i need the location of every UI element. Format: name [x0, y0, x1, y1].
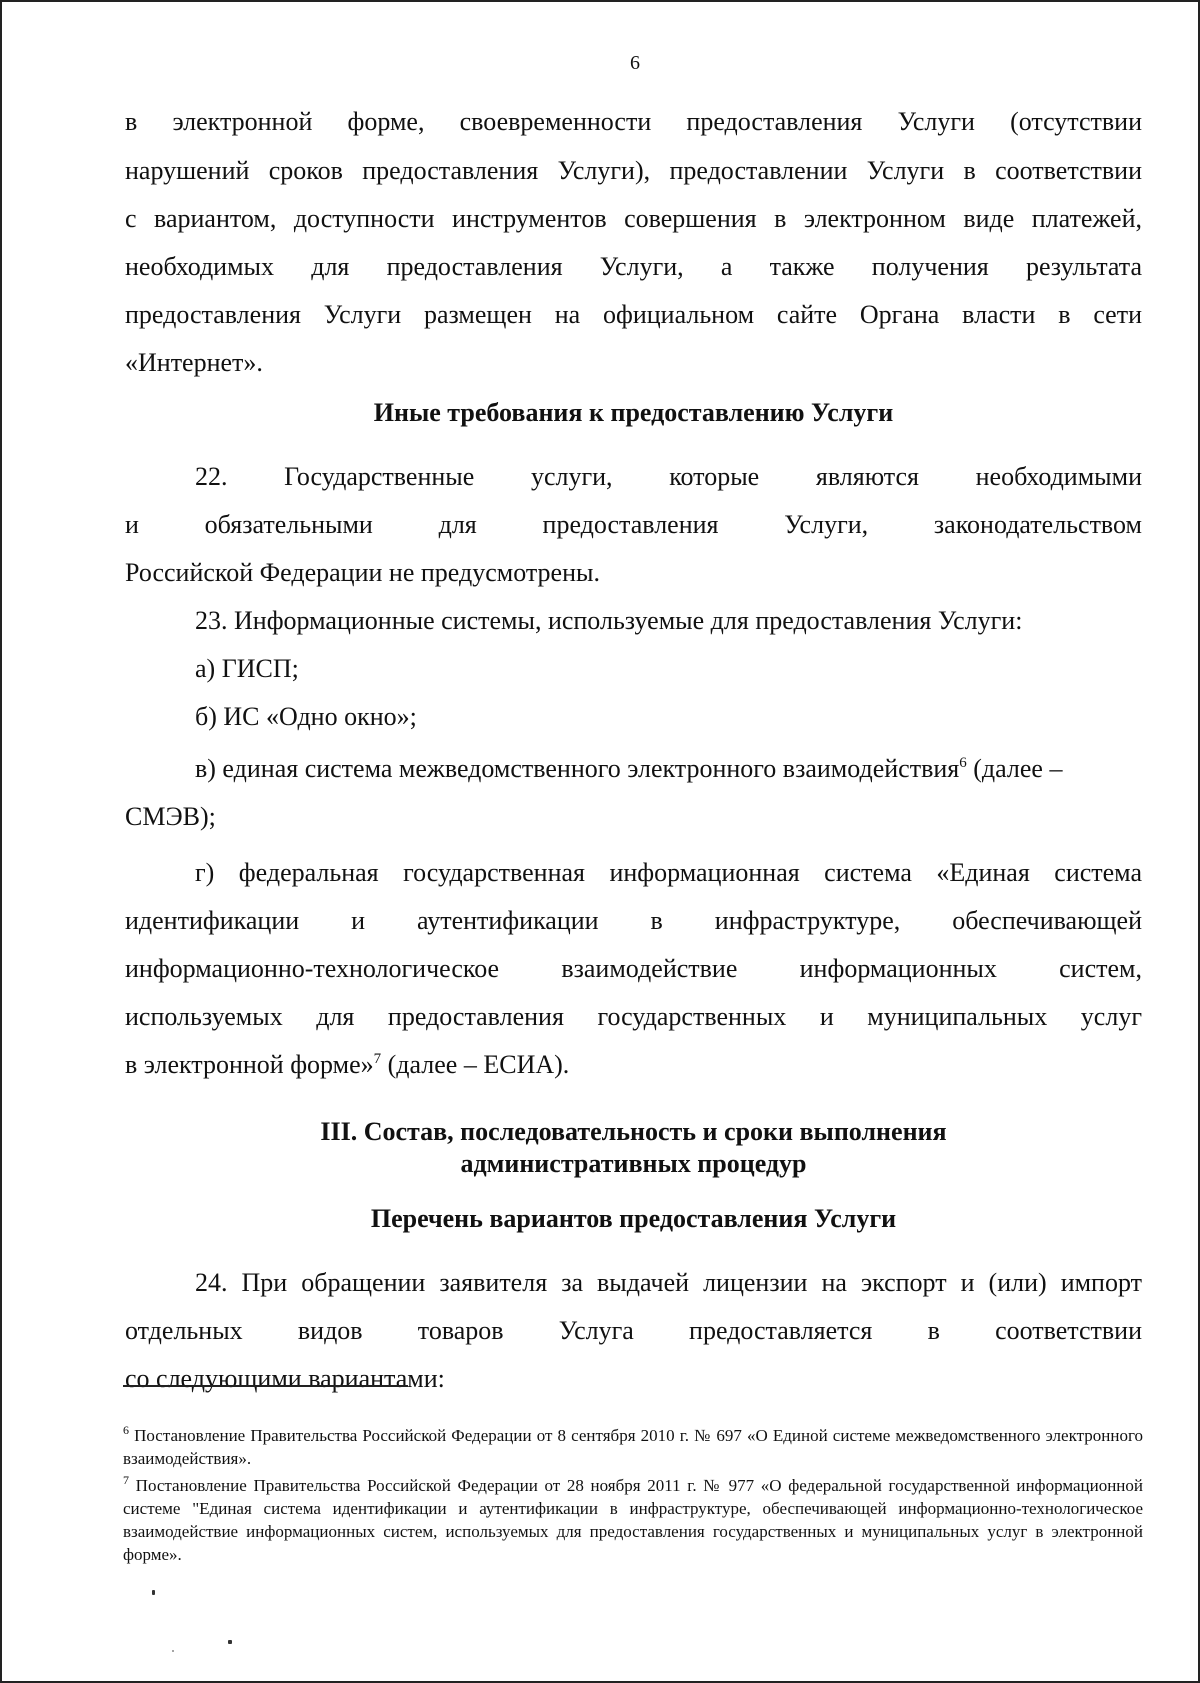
paragraph-23: 23. Информационные системы, используемые для предоставления Услуги: — [195, 606, 1023, 635]
list-item-g-tail: (далее – ЕСИА). — [381, 1050, 570, 1079]
scan-speck — [152, 1590, 155, 1595]
intro-line-6: «Интернет». — [125, 348, 263, 377]
list-item-g-text: в электронной форме» — [125, 1050, 374, 1079]
intro-line-4: необходимых для предоставления Услуги, а также получения результата — [125, 252, 1142, 281]
intro-line-3: с вариантом, доступности инструментов совершения в электронном виде платежей, — [125, 204, 1142, 233]
paragraph-24-line-2: отдельных видов товаров Услуга предоставляется в соответствии — [125, 1316, 1142, 1345]
list-item-v-line-1 — [195, 744, 1062, 793]
subheading-service-variants: Перечень вариантов предоставления Услуги — [370, 1204, 897, 1233]
footnote-7-text: Постановление Правительства Российской Федерации от 28 ноября 2011 г. № 977 «О федеральной государственной информационной системе "Единая система идентификации и аутентификации в инфраструктуре, обеспечивающей информационно-технологическое взаимодействие информационных систем, используемых для предоставления государственных и муниципальных услуг в электронной форме». — [123, 1476, 1143, 1564]
list-item-g-line-3: информационно-технологическое взаимодействие информационных систем, — [125, 954, 1142, 983]
paragraph-24-line-3: со следующими вариантами: — [125, 1364, 445, 1393]
intro-line-1: в электронной форме, своевременности предоставления Услуги (отсутствии — [125, 107, 1142, 136]
footnote-7-number: 7 — [123, 1473, 129, 1487]
list-item-b: б) ИС «Одно окно»; — [195, 702, 417, 731]
list-item-g-line-2: идентификации и аутентификации в инфраструктуре, обеспечивающей — [125, 906, 1142, 935]
paragraph-22-line-3: Российской Федерации не предусмотрены. — [125, 558, 600, 587]
list-item-v-line-2: СМЭВ); — [125, 802, 216, 831]
footnote-ref-6[interactable]: 6 — [959, 755, 967, 771]
paragraph-22-line-1: 22. Государственные услуги, которые являются необходимыми — [195, 462, 1142, 491]
scan-speck — [228, 1640, 232, 1644]
list-item-v-text: в) единая система межведомственного электронного взаимодействия — [195, 754, 960, 783]
paragraph-22-line-2: и обязательными для предоставления Услуги, законодательством — [125, 510, 1142, 539]
footnote-ref-7[interactable]: 7 — [373, 1051, 382, 1067]
list-item-v-tail: (далее – — [966, 754, 1063, 783]
list-item-g-line-5 — [125, 1040, 1142, 1089]
scan-speck — [172, 1650, 174, 1652]
footnote-7 — [123, 1474, 1143, 1566]
list-item-g-line-1: г) федеральная государственная информационная система «Единая система — [195, 858, 1142, 887]
intro-line-5: предоставления Услуги размещен на официальном сайте Органа власти в сети — [125, 300, 1142, 329]
intro-line-2: нарушений сроков предоставления Услуги), предоставлении Услуги в соответствии — [125, 156, 1142, 185]
paragraph-24-line-1: 24. При обращении заявителя за выдачей лицензии на экспорт и (или) импорт — [195, 1268, 1142, 1297]
footnote-6-text: Постановление Правительства Российской Федерации от 8 сентября 2010 г. № 697 «О Единой системе межведомственного электронного взаимодействия». — [123, 1426, 1143, 1468]
page-number: 6 — [630, 52, 640, 74]
section-heading-other-requirements: Иные требования к предоставлению Услуги — [373, 398, 894, 427]
footnote-6-number: 6 — [123, 1423, 129, 1437]
section-heading-iii-line-1: III. Состав, последовательность и сроки выполнения — [320, 1117, 947, 1146]
footnote-6 — [123, 1424, 1143, 1470]
list-item-g-line-4: используемых для предоставления государственных и муниципальных услуг — [125, 1002, 1142, 1031]
footnote-separator — [123, 1385, 408, 1387]
section-heading-iii-line-2: административных процедур — [460, 1149, 807, 1178]
list-item-a: а) ГИСП; — [195, 654, 299, 683]
